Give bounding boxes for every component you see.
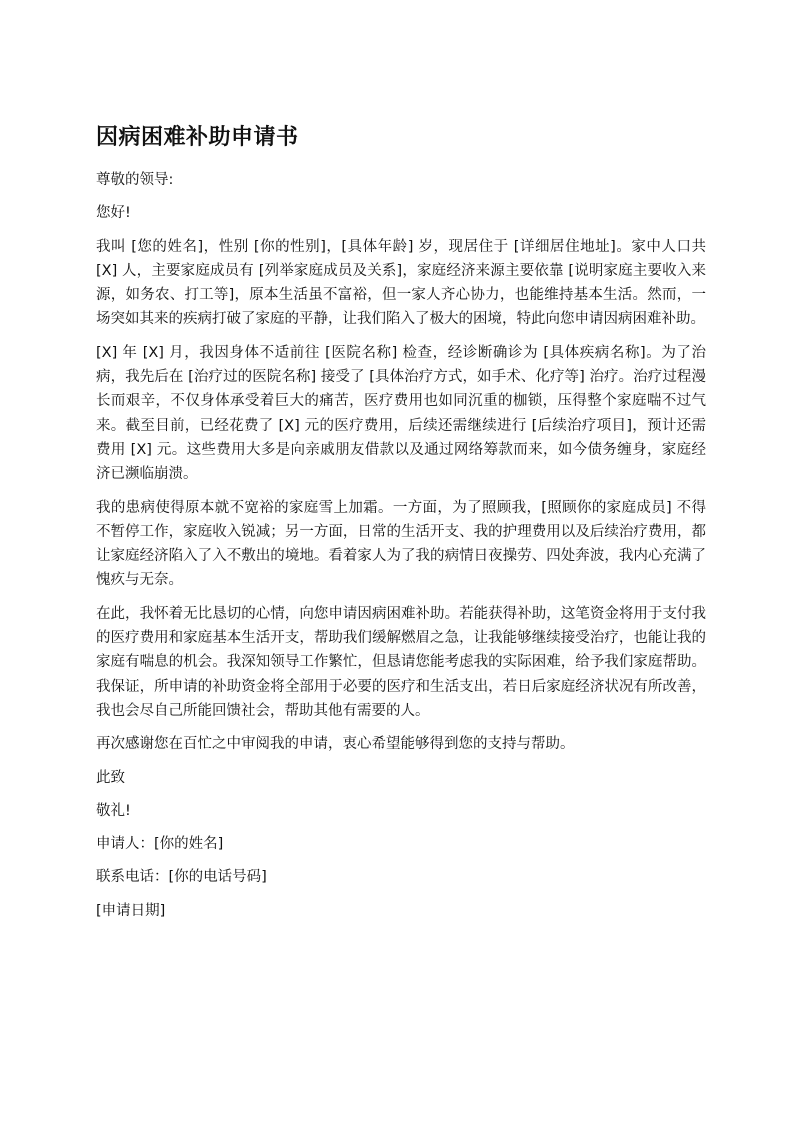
paragraph-request: 在此，我怀着无比恳切的心情，向您申请因病困难补助。若能获得补助，这笔资金将用于支付我的医疗费用和家庭基本生活开支，帮助我们缓解燃眉之急，让我能够继续接受治疗，也能让我的家庭有喘息的机会。我深知领导工作繁忙，但恳请您能考虑我的实际困难，给予我们家庭帮助。我保证，所申请的补助资金将全部用于必要的医疗和生活支出，若日后家庭经济状况有所改善，我也会尽自己所能回馈社会，帮助其他有需要的人。: [96, 605, 706, 719]
closing-line-2: 敬礼!: [96, 802, 131, 819]
greeting: 您好!: [96, 205, 131, 222]
salutation: 尊敬的领导:: [96, 172, 174, 188]
applicant-phone: 联系电话：[你的电话号码]: [96, 869, 267, 886]
paragraph-family-impact: 我的患病使得原本就不宽裕的家庭雪上加霜。一方面，为了照顾我，[照顾你的家庭成员] 不得不暂停工作，家庭收入锐减；另一方面，日常的生活开支、我的护理费用以及后续治疗费用，都让家庭经济陷入了入不敷出的境地。看着家人为了我的病情日夜操劳、四处奔波，我内心充满了愧疚与无奈。: [96, 499, 706, 589]
paragraph-thanks: 再次感谢您在百忙之中审阅我的申请，衷心希望能够得到您的支持与帮助。: [96, 736, 575, 753]
closing-line-1: 此致: [96, 769, 125, 786]
paragraph-illness: [X] 年 [X] 月，我因身体不适前往 [医院名称] 检查，经诊断确诊为 [具体疾病名称]。为了治病，我先后在 [治疗过的医院名称] 接受了 [具体治疗方式，如手术、化疗等] 治疗。治疗过程漫长而艰辛，不仅身体承受着巨大的痛苦，医疗费用也如同沉重的枷锁，压得整个家庭喘不过气来。截至目前，已经花费了 [X] 元的医疗费用，后续还需继续进行 [后续治疗项目]，预计还需费用 [X] 元。这些费用大多是向亲戚朋友借款以及通过网络筹款而来，如今债务缠身，家庭经济已濒临崩溃。: [96, 344, 706, 483]
document-body: [96, 168, 706, 932]
applicant-name: 申请人：[你的姓名]: [96, 836, 224, 853]
application-date: [申请日期]: [96, 902, 166, 919]
document-title: 因病困难补助申请书: [96, 125, 299, 150]
paragraph-introduction: 我叫 [您的姓名]，性别 [你的性别]，[具体年龄] 岁，现居住于 [详细居住地址]。家中人口共 [X] 人，主要家庭成员有 [列举家庭成员及关系]，家庭经济来源主要依靠 [说明家庭主要收入来源，如务农、打工等]，原本生活虽不富裕，但一家人齐心协力，也能维持基本生活。然而，一场突如其来的疾病打破了家庭的平静，让我们陷入了极大的困境，特此向您申请因病困难补助。: [96, 238, 706, 328]
